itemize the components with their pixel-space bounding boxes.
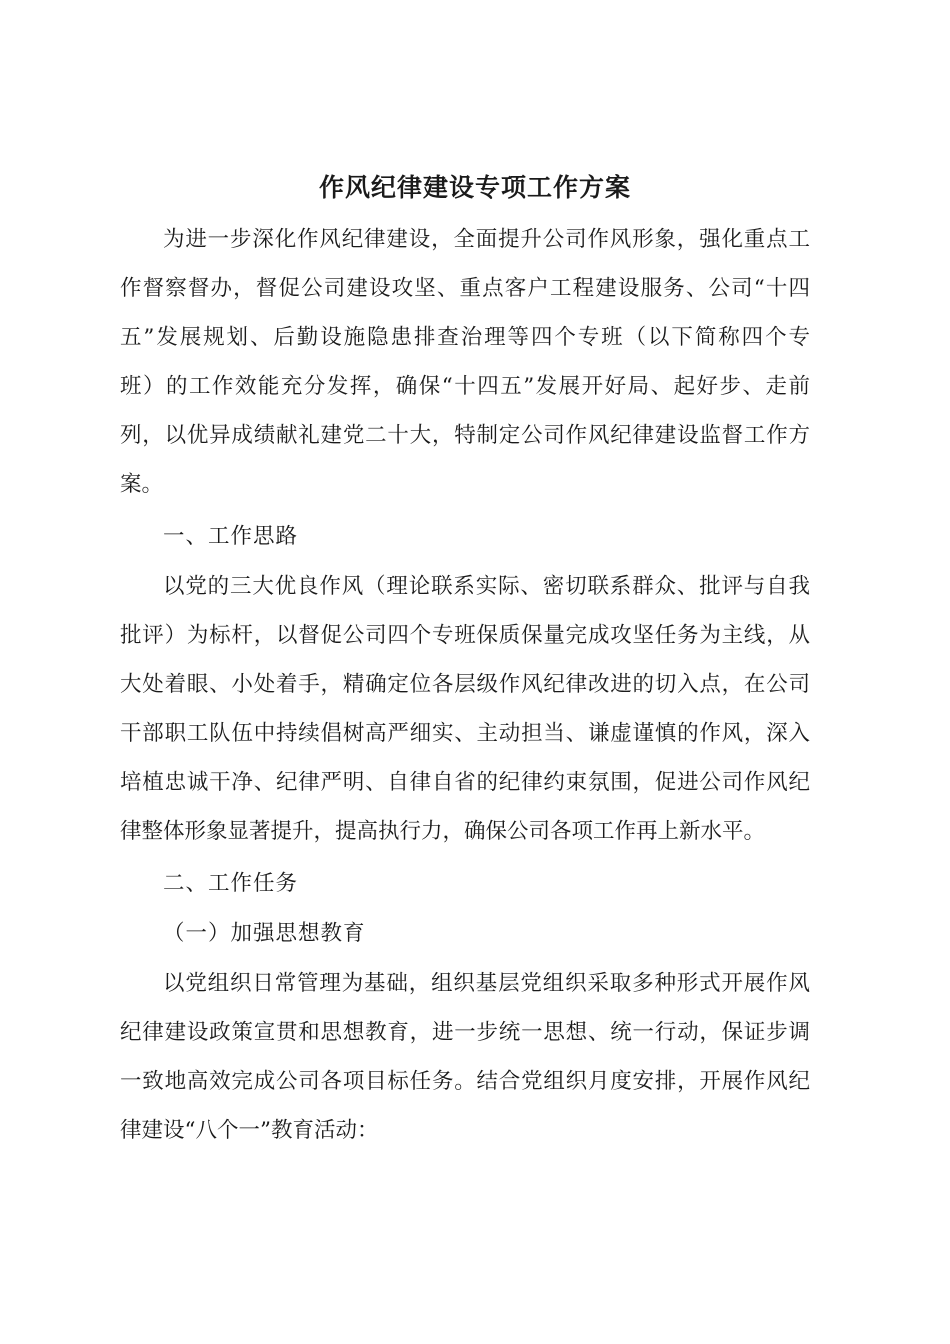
document-title: 作风纪律建设专项工作方案 (318, 173, 631, 202)
paragraph-line: 大处着眼、小处着手，精确定位各层级作风纪律改进的切入点，在公司 (120, 672, 810, 697)
paragraph-line: 纪律建设政策宣贯和思想教育，进一步统一思想、统一行动，保证步调 (120, 1020, 810, 1045)
paragraph-line: 以党组织日常管理为基础，组织基层党组织采取多种形式开展作风 (163, 971, 810, 996)
paragraph-line: 作督察督办，督促公司建设攻坚、重点客户工程建设服务、公司“十四 (120, 276, 810, 301)
subsection-heading: （一）加强思想教育 (163, 921, 366, 946)
paragraph-line: 律建设“八个一”教育活动： (120, 1118, 379, 1143)
section-heading: 一、工作思路 (163, 524, 299, 549)
section-heading: 二、工作任务 (163, 871, 299, 896)
paragraph-line: 干部职工队伍中持续倡树高严细实、主动担当、谦虚谨慎的作风，深入 (120, 721, 810, 746)
paragraph-line: 培植忠诚干净、纪律严明、自律自省的纪律约束氛围，促进公司作风纪 (120, 770, 810, 795)
paragraph-line: 为进一步深化作风纪律建设，全面提升公司作风形象，强化重点工 (163, 227, 810, 252)
paragraph-line: 以党的三大优良作风（理论联系实际、密切联系群众、批评与自我 (163, 574, 810, 599)
paragraph-line: 一致地高效完成公司各项目标任务。结合党组织月度安排，开展作风纪 (120, 1069, 810, 1094)
paragraph-line: 案。 (120, 472, 164, 497)
paragraph-line: 批评）为标杆，以督促公司四个专班保质保量完成攻坚任务为主线，从 (120, 623, 810, 648)
paragraph-line: 律整体形象显著提升，提高执行力，确保公司各项工作再上新水平。 (120, 819, 766, 844)
paragraph-line: 列，以优异成绩献礼建党二十大，特制定公司作风纪律建设监督工作方 (120, 423, 810, 448)
paragraph-line: 班）的工作效能充分发挥，确保“十四五”发展开好局、起好步、走前 (120, 374, 810, 399)
paragraph-line: 五”发展规划、后勤设施隐患排查治理等四个专班（以下简称四个专 (120, 325, 810, 350)
